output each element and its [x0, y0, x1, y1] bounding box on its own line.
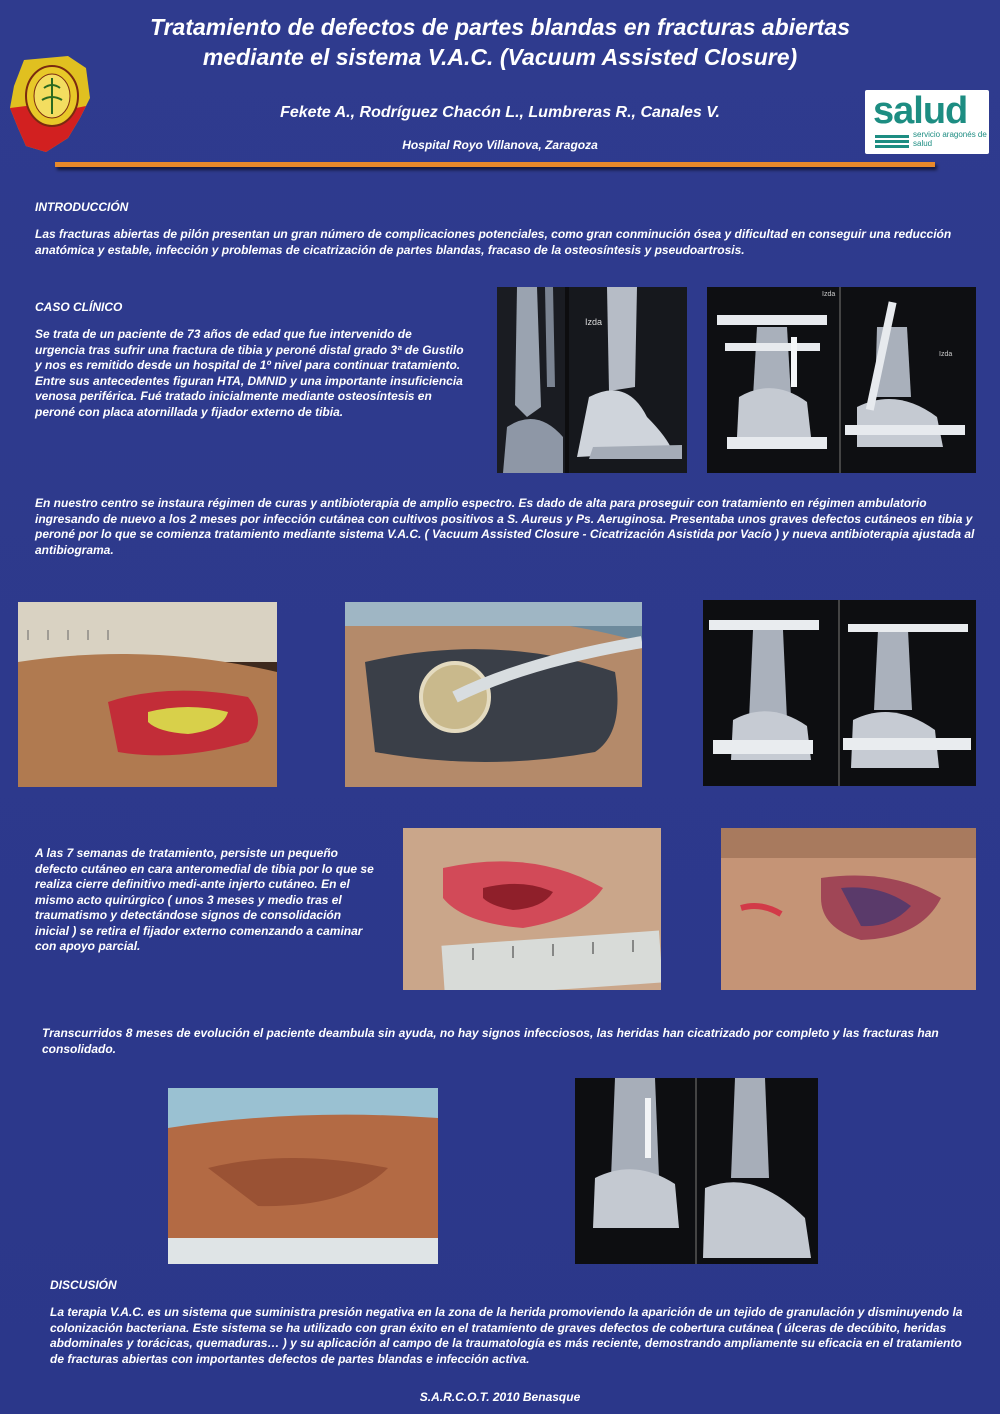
xray-label-1: Izda — [585, 317, 603, 327]
xray-consolidated-photo — [575, 1078, 818, 1264]
healed-leg-photo — [168, 1088, 438, 1264]
case-text-2: Entre sus antecedentes figuran HTA, DMNID y una importante insuficiencia venosa periférica. Fué tratado inicialmente mediante osteosíntesis en peroné con placa atornillada y fijador externo de tibia. — [35, 373, 463, 419]
intro-heading: INTRODUCCIÓN — [35, 200, 129, 214]
discussion-text: La terapia V.A.C. es un sistema que suministra presión negativa en la zona de la herida promoviendo la aparición de un tejido de granulación y disminuyendo la colonización bacteriana. Este sistema se ha utilizado con gran éxito en el tratamiento de graves defectos de cobertura cutánea ( úlceras de decúbito, heridas abdominales y torácicas, quemaduras… ) y su aplicación al campo de la traumatología es más reciente, demostrando ampliamente su eficacia en el tratamiento de fracturas abiertas con importantes defectos de partes blandas e infección activa. — [50, 1305, 963, 1366]
xray-label-2: Izda — [822, 291, 836, 298]
salud-logo — [865, 90, 989, 154]
evolution-text: Transcurridos 8 meses de evolución el paciente deambula sin ayuda, no hay signos infecciosos, las heridas han cicatrizado por completo y las fracturas han consolidado. — [42, 1026, 939, 1056]
case-text-1: Se trata de un paciente de 73 años de edad que fue intervenido de urgencia tras sufrir una fractura de tibia y peroné distal grado 3ª de Gustilo y nos es remitido desde un hospital de 1º nivel para continuar tratamiento. — [35, 327, 464, 372]
title-line-1: Tratamiento de defectos de partes blandas en fracturas abiertas — [149, 14, 851, 40]
case-heading: CASO CLÍNICO — [35, 300, 123, 314]
salud-logo-subtitle: servicio aragonés de salud — [913, 130, 987, 148]
title-line-2: mediante el sistema V.A.C. (Vacuum Assisted Closure) — [202, 44, 798, 70]
vac-device-photo — [345, 602, 642, 787]
authors: Fekete A., Rodríguez Chacón L., Lumbreras R., Canales V. — [280, 104, 720, 121]
salud-logo-word: salud — [873, 90, 968, 132]
treatment-text: En nuestro centro se instaura régimen de curas y antibioterapia de amplio espectro. Es dado de alta para proseguir con tratamiento en régimen ambulatorio ingresando de nuevo a los 2 meses por infección cutánea con cultivos positivos a S. Aureus y Ps. Aeruginosa. Presentaba unos graves defectos cutáneos en tibia y peroné por lo que se comienza tratamiento mediante sistema V.A.C. ( Vacuum Assisted Closure - Cicatrización Asistida por Vacío ) y nueva antibioterapia ajustada al antibiograma. — [35, 496, 975, 557]
discussion-heading: DISCUSIÓN — [50, 1278, 117, 1292]
salud-stripes-icon — [875, 134, 909, 148]
xray-vac-photo — [703, 600, 976, 786]
header-divider — [55, 162, 935, 167]
society-logo — [6, 48, 96, 158]
xray-initial-photo — [497, 287, 687, 473]
xray-fixator-photo — [707, 287, 976, 473]
intro-text: Las fracturas abiertas de pilón presentan un gran número de complicaciones potenciales, como gran conminución ósea y dificultad en conseguir una reducción anatómica y estable, infección y problemas de cicatrización de partes blandas, fracaso de la osteosíntesis y pseudoartrosis. — [35, 227, 952, 257]
xray-label-3: Izda — [939, 351, 953, 358]
weeks-text: A las 7 semanas de tratamiento, persiste un pequeño defecto cutáneo en cara anteromedial de tibia por lo que se realiza cierre definitivo medi-ante injerto cutáneo. En el mismo acto quirúrgico ( unos 3 meses y medio tras el traumatismo y detectándose signos de consolidación inicial ) se retira el fijador externo comenzando a caminar con apoyo parcial. — [35, 846, 374, 953]
skin-graft-photo — [721, 828, 976, 990]
granulation-photo — [403, 828, 661, 990]
poster-title — [110, 12, 890, 72]
hospital: Hospital Royo Villanova, Zaragoza — [402, 138, 598, 152]
footer: S.A.R.C.O.T. 2010 Benasque — [419, 1390, 581, 1404]
wound-photo — [18, 602, 277, 787]
